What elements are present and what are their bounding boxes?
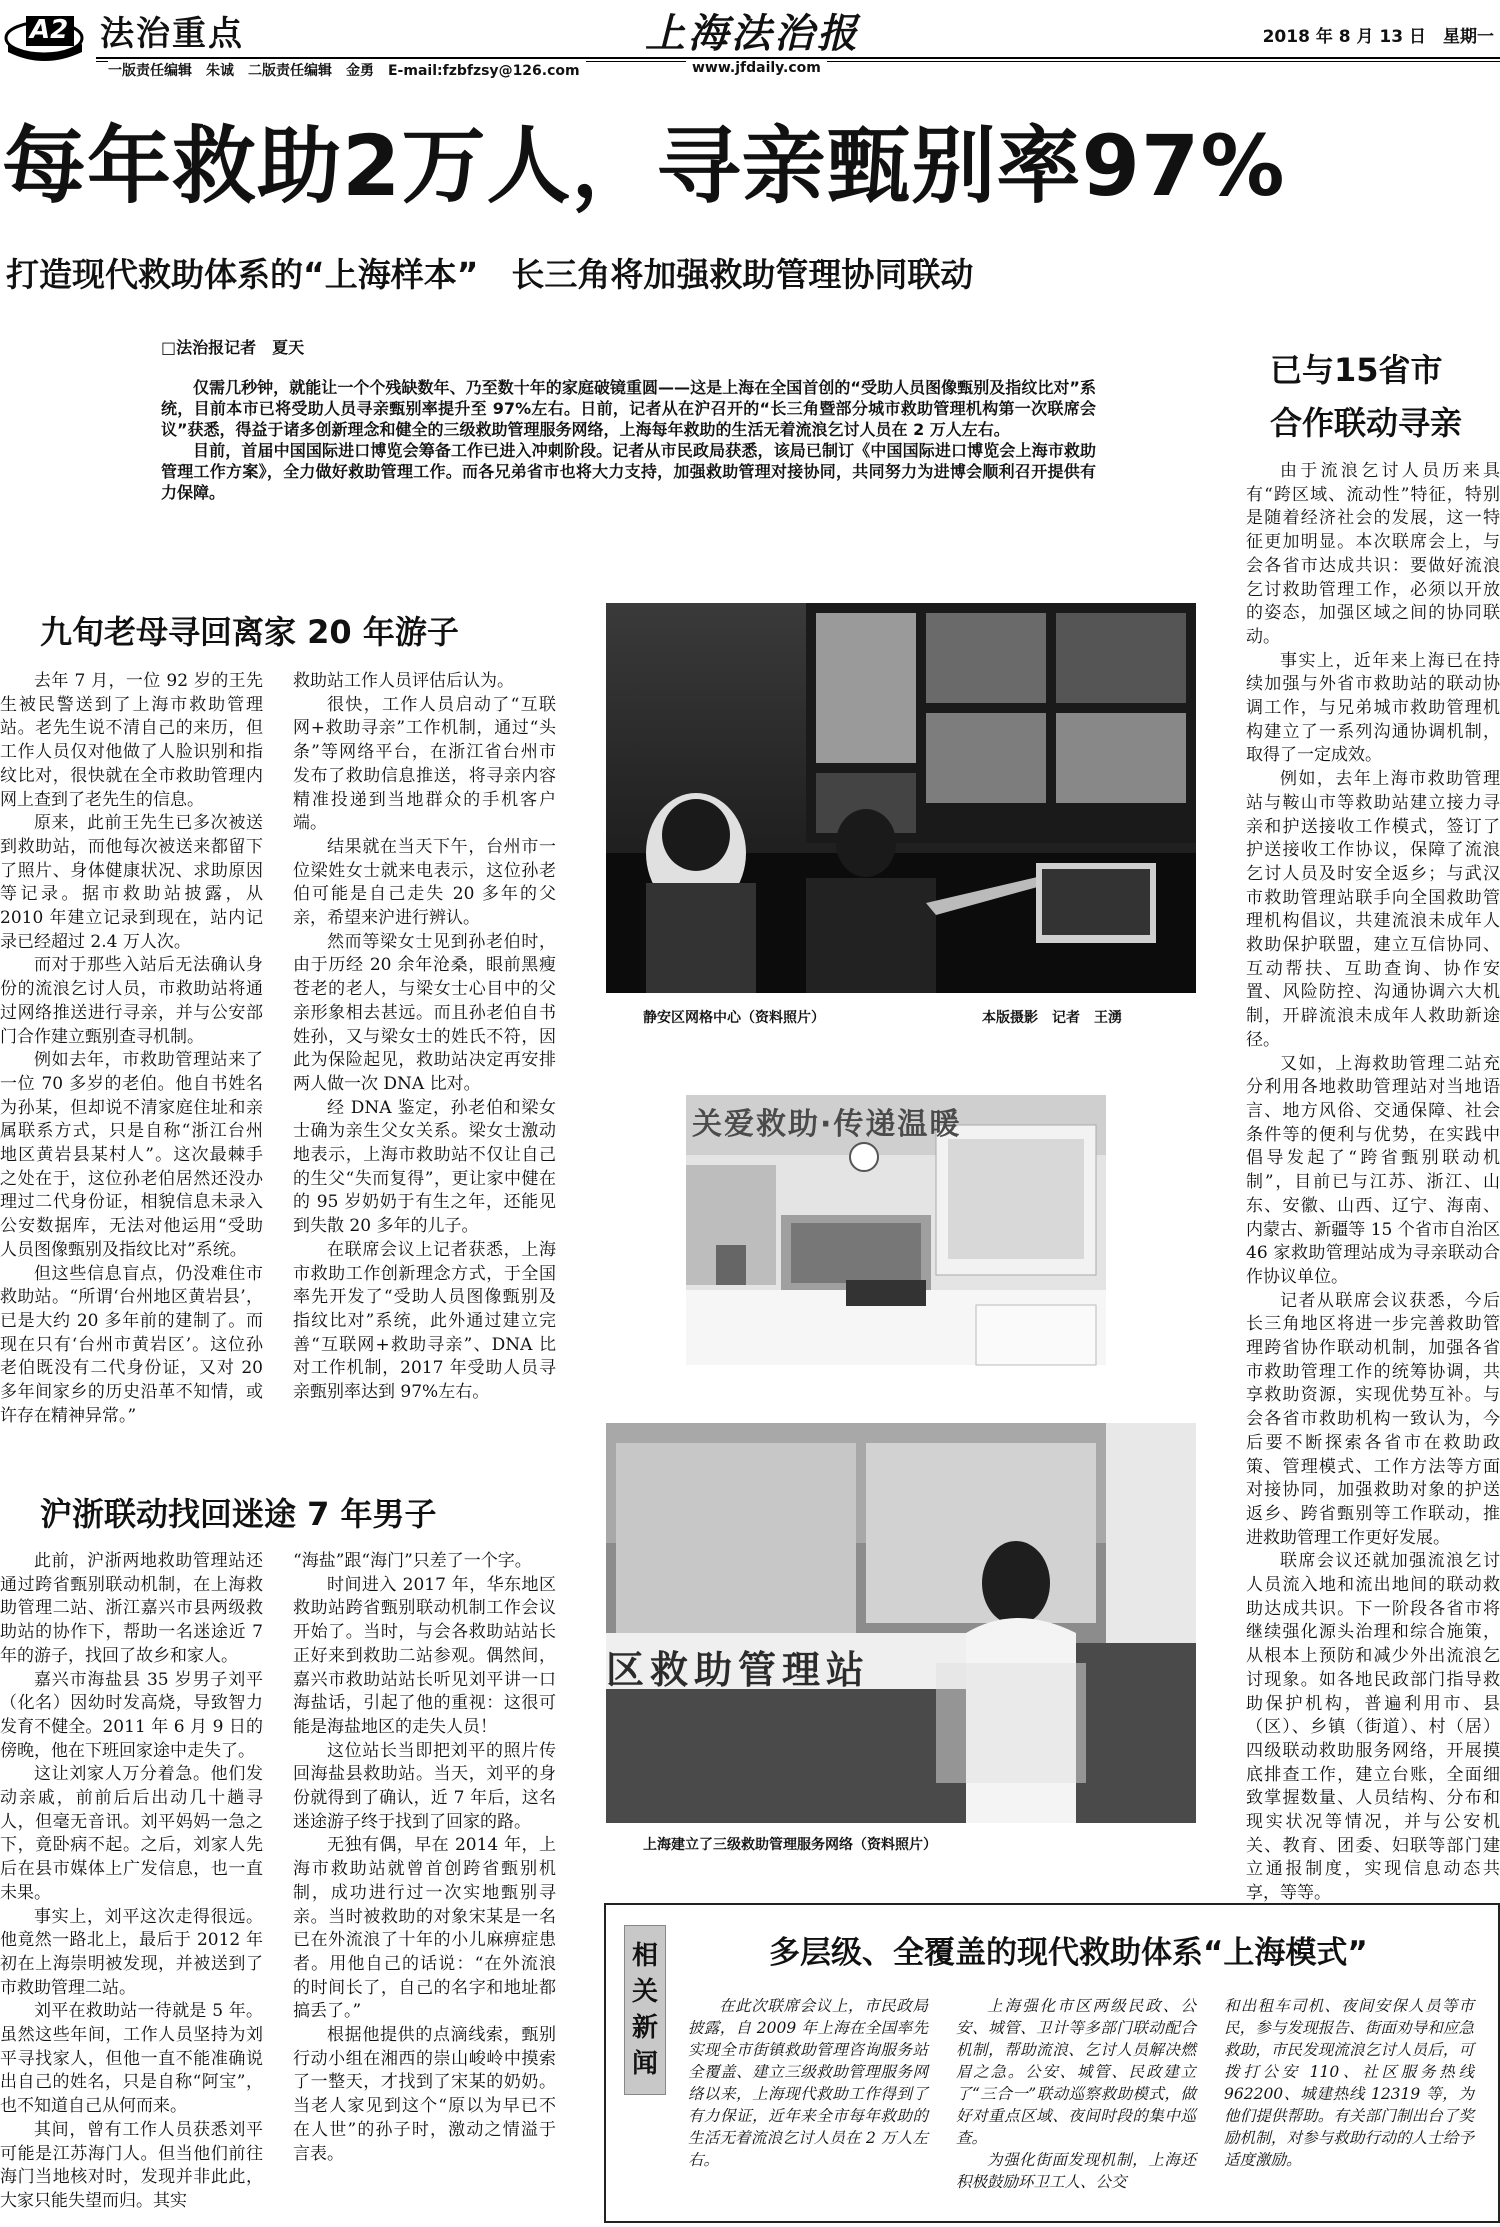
paragraph: 事实上，近年来上海已在持续加强与外省市救助站的联动协调工作，与兄弟城市救助管理机构建立了一系列沟通协调机制，取得了一定成效。 [1246,650,1500,766]
paragraph: 救助站工作人员评估后认为。 [293,671,514,691]
paragraph: 在联席会议上记者获悉，上海市救助工作创新理念方式，于全国率先开发了“受助人员图像甄别及指纹比对”系统，此外通过建立完善“互联网+救助寻亲”、DNA 比对工作机制，2017 年受助人员寻亲甄别率达到 97%左右。 [293,1239,556,1403]
paragraph: 这让刘家人万分着急。他们发动亲戚，前前后后出动几十趟寻人，但毫无音讯。刘平妈妈一急之下，竟卧病不起。之后，刘家人先后在县市媒体上广发信息，也一直未果。 [0,1764,263,1903]
paragraph: 记者从联席会议获悉，今后长三角地区将进一步完善救助管理跨省协作联动机制，加强各省市救助管理工作的统筹协调，共享救助资源，实现优势互补。与会各省市救助机构一致认为，今后要不断探索各省市在救助政策、管理模式、工作方法等方面对接协同，加强救助对象的护送返乡、跨省甄别等工作联动，推进救助管理工作更好发展。 [1246,1290,1500,1548]
story3-column [1246,460,1500,1904]
photo-rescue-station-image [606,1423,1196,1823]
section-title: 法治重点 [100,14,244,54]
photo-grid-center-image [606,603,1196,993]
paragraph: 在此次联席会议上，市民政局披露，自 2009 年上海在全国率先实现全市街镇救助管理咨询服务站全覆盖、建立三级救助管理服务网络以来，上海现代救助工作得到了有力保证，近年来全市每年救助的生活无着流浪乞讨人员在 2 万人左右。 [688,1997,928,2169]
paragraph: 事实上，刘平这次走得很远。他竟然一路北上，最后于 2012 年初在上海崇明被发现，并被送到了市救助管理二站。 [0,1906,263,1998]
lead-paragraphs [161,377,1096,503]
related-col1 [688,1995,928,2171]
related-col3 [1224,1995,1474,2171]
issue-date: 2018 年 8 月 13 日 星期一 [1262,27,1494,47]
lead-paragraph: 仅需几秒钟，就能让一个个残缺数年、乃至数十年的家庭破镜重圆——这是上海在全国首创的“受助人员图像甄别及指纹比对”系统，目前本市已将受助人员寻亲甄别率提升至 97%左右。日前，记者从在沪召开的“长三角暨部分城市救助管理机构第一次联席会议”获悉，得益于诸多创新理念和健全的三级救助管理服务网络，上海每年救助的生活无着流浪乞讨人员在 2 万人左右。 [161,378,1096,439]
story3-title-line1: 已与15省市 [1270,351,1443,389]
paragraph: 原来，此前王先生已多次被送到救助站，而他每次被送来都留下了照片、身体健康状况、求助原因等记录。据市救助站披露，从 2010 年建立记录到现在，站内记录已经超过 2.4 万人次。 [0,813,263,952]
masthead [0,0,1500,79]
paper-logo: 上海法治报 [645,10,860,57]
paragraph: 例如去年，市救助管理站来了一位 70 多岁的老伯。他自书姓名为孙某，但却说不清家庭住址和亲属联系方式，只是自称“浙江台州地区黄岩县某村人”。这次最棘手之处在于，这位孙老伯居然还没办理过二代身份证，相貌信息未录入公安数据库，无法对他运用“受助人员图像甄别及指纹比对”系统。 [0,1050,263,1260]
paragraph: 上海强化市区两级民政、公安、城管、卫计等多部门联动配合机制，帮助流浪、乞讨人员解决燃眉之急。公安、城管、民政建立了“三合一”联动巡察救助模式，做好对重点区域、夜间时段的集中巡查。 [956,1997,1196,2147]
paragraph: 根据他提供的点滴线索，甄别行动小组在湘西的崇山峻岭中摸索了一整天，才找到了宋某的奶奶。当老人家见到这个“原以为早已不在人世”的孙子时，激动之情溢于言表。 [293,2025,556,2164]
related-news-tag [624,1925,666,2095]
lead-paragraph: 目前，首届中国国际进口博览会筹备工作已进入冲刺阶段。记者从市民政局获悉，该局已制订《中国国际进口博览会上海市救助管理工作方案》，全力做好救助管理工作。而各兄弟省市也将大力支持，加强救助管理对接协同，共同努力为进博会顺利召开提供有力保障。 [161,441,1096,502]
story1-col2 [293,670,556,1420]
paragraph: 时间进入 2017 年，华东地区救助站跨省甄别联动机制工作会议开始了。当时，与会各救助站站长正好来到救助二站参观。偶然间，嘉兴市救助站站长听见刘平讲一口海盐话，引起了他的重视：这很可能是海盐地区的走失人员！ [293,1574,556,1737]
paragraph: 然而等梁女士见到孙老伯时，由于历经 20 余年沧桑，眼前黑瘦苍老的老人，与梁女士心目中的父亲形象相去甚远。而且孙老伯自书姓孙，又与梁女士的姓氏不符，因此为保险起见，救助站决定再安排两人做一次 DNA 比对。 [293,931,556,1094]
paragraph: “海盐”跟“海门”只差了一个字。 [293,1551,532,1571]
paragraph: 这位站长当即把刘平的照片传回海盐县救助站。当天，刘平的身份就得到了确认，近 7 年后，这名迷途游子终于找到了回家的路。 [293,1740,556,1832]
photo-rescue-station [606,1423,1196,1823]
paragraph: 其间，曾有工作人员获悉刘平可能是江苏海门人。但当他们前往海门当地核对时，发现并非此此，大家只能失望而归。其实 [0,2119,263,2211]
sub-headline: 打造现代救助体系的“上海样本” 长三角将加强救助管理协同联动 [6,255,974,294]
paragraph: 很快，工作人员启动了“互联网+救助寻亲”工作机制，通过“头条”等网络平台，在浙江省台州市发布了救助信息推送，将寻亲内容精准投递到当地群众的手机客户端。 [293,694,556,834]
paragraph: 由于流浪乞讨人员历来具有“跨区域、流动性”特征，特别是随着经济社会的发展，这一特征更加明显。本次联席会上，与会各省市达成共识：要做好流浪乞讨救助管理工作，必须以开放的姿态，加强区域之间的协同联动。 [1246,461,1500,647]
story2-col2 [293,1550,556,2222]
related-col2 [956,1995,1196,2193]
photo3-sign-text: 区救助管理站 [606,1648,871,1692]
paragraph: 此前，沪浙两地救助管理站还通过跨省甄别联动机制，在上海救助管理二站、浙江嘉兴市县两级救助站的协作下，帮助一名迷途近 7 年的游子，找回了故乡和家人。 [0,1551,263,1666]
related-news-box [604,1903,1500,2223]
photo2-sign-text: 关爱救助·传递温暖 [692,1107,962,1142]
paragraph: 刘平在救助站一待就是 5 年。虽然这些年间，工作人员坚持为刘平寻找家人，但他一直不能准确说出自己的姓名，只是自称“阿宝”，也不知道自己从何而来。 [0,2001,263,2117]
page-number-badge [4,8,90,58]
website: www.jfdaily.com [686,60,827,76]
paragraph: 和出租车司机、夜间安保人员等市民，参与发现报告、街面劝导和应急救助，市民发现流浪乞讨人员后，可拨打公安 110、社区服务热线 962200、城建热线 12319 等，为他们提供帮助。有关部门制出台了奖励机制，对参与救助行动的人士给予适度激励。 [1224,1997,1474,2169]
related-news-title: 多层级、全覆盖的现代救助体系“上海模式” [769,1935,1368,1971]
masthead-rule [96,57,1500,59]
paragraph: 但这些信息盲点，仍没难住市救助站。“所谓‘台州地区黄岩县’，已是大约 20 多年前的建制了。而现在只有‘台州市黄岩区’。这位孙老伯既没有二代身份证，又对 20 多年间家乡的历史沿革不知情，或许存在精神异常。” [0,1263,263,1426]
paragraph: 无独有偶，早在 2014 年，上海市救助站就曾首创跨省甄别机制，成功进行过一次实地甄别寻亲。当时被救助的对象宋某是一名已在外流浪了十年的小儿麻痹症患者。用他自己的话说：“在外流浪的时间长了，自己的名字和地址都搞丢了。” [293,1835,556,2022]
main-headline: 每年救助2万人，寻亲甄别率97% [2,117,1286,215]
byline: □法治报记者 夏天 [161,338,305,357]
story1-title: 九旬老母寻回离家 20 年游子 [40,613,459,651]
paragraph: 又如，上海救助管理二站充分利用各地救助管理站对当地语言、地方风俗、交通保障、社会条件等的便利与优势，在实践中倡导发起了“跨省甄别联动机制”，目前已与江苏、浙江、山东、安徽、山西、辽宁、海南、内蒙古、新疆等 15 个省市自治区 46 家救助管理站成为寻亲联动合作协议单位。 [1246,1053,1500,1287]
photo1-credit: 本版摄影 记者 王湧 [982,1010,1122,1026]
photo3-caption: 上海建立了三级救助管理服务网络（资料照片） [643,1837,937,1853]
paragraph: 为强化街面发现机制，上海还积极鼓励环卫工人、公交 [956,2151,1196,2191]
story1-col1 [0,670,263,1426]
photo1-caption: 静安区网格中心（资料照片） [643,1010,825,1026]
paragraph: 经 DNA 鉴定，孙老伯和梁女士确为亲生父女关系。梁女士激动地表示，上海市救助站不仅让自己的生父“失而复得”，更让家中健在的 95 岁奶奶于有生之年，还能见到失散 20 多年的儿子。 [293,1097,556,1237]
story3-title-line2: 合作联动寻亲 [1270,404,1463,442]
photo-reception-desk [686,1095,1106,1365]
editors-line: 一版责任编辑 朱诚 二版责任编辑 金勇 E-mail:fzbfzsy@126.com [108,60,586,80]
paragraph: 结果就在当天下午，台州市一位梁姓女士就来电表示，这位孙老伯可能是自己走失 20 多年的父亲，希望来沪进行辨认。 [293,836,556,929]
paragraph: 例如，去年上海市救助管理站与鞍山市等救助站建立接力寻亲和护送接收工作模式，签订了护送接收工作协议，保障了流浪乞讨人员及时安全返乡；与武汉市救助管理站联手向全国救助管理机构倡议，共建流浪未成年人救助保护联盟，建立互信协同、互动帮扶、互助查询、协作安置、风险防控、沟通协调六大机制，开辟流浪未成年人救助新途径。 [1246,769,1500,1050]
paragraph: 去年 7 月，一位 92 岁的王先生被民警送到了上海市救助管理站。老先生说不清自己的来历，但工作人员仅对他做了人脸识别和指纹比对，很快就在全市救助管理内网上查到了老先生的信息。 [0,671,263,810]
paragraph: 嘉兴市海盐县 35 岁男子刘平（化名）因幼时发高烧，导致智力发育不健全。2011 年 6 月 9 日的傍晚，他在下班回家途中走失了。 [0,1669,263,1761]
paragraph: 而对于那些入站后无法确认身份的流浪乞讨人员，市救助站将通过网络推送进行寻亲，并与公安部门合作建立甄别查寻机制。 [0,955,263,1047]
story2-col1 [0,1550,263,2222]
story2-title: 沪浙联动找回迷途 7 年男子 [40,1495,437,1533]
photo-grid-center [606,603,1196,993]
page-number: A2 [30,15,69,45]
paragraph: 联席会议还就加强流浪乞讨人员流入地和流出地间的联动救助达成共识。下一阶段各省市将继续强化源头治理和综合施策，从根本上预防和减少外出流浪乞讨现象。如各地民政部门指导救助保护机构，普遍利用市、县（区）、乡镇（街道）、村（居）四级联动救助服务网络，开展摸底排查工作，建立台账，全面细致掌握数量、人员结构、分布和现实状况等情况，并与公安机关、教育、团委、妇联等部门建立通报制度，实现信息动态共享，等等。 [1246,1551,1500,1904]
related-news-tag-text: 相关新闻 [631,1941,658,2079]
